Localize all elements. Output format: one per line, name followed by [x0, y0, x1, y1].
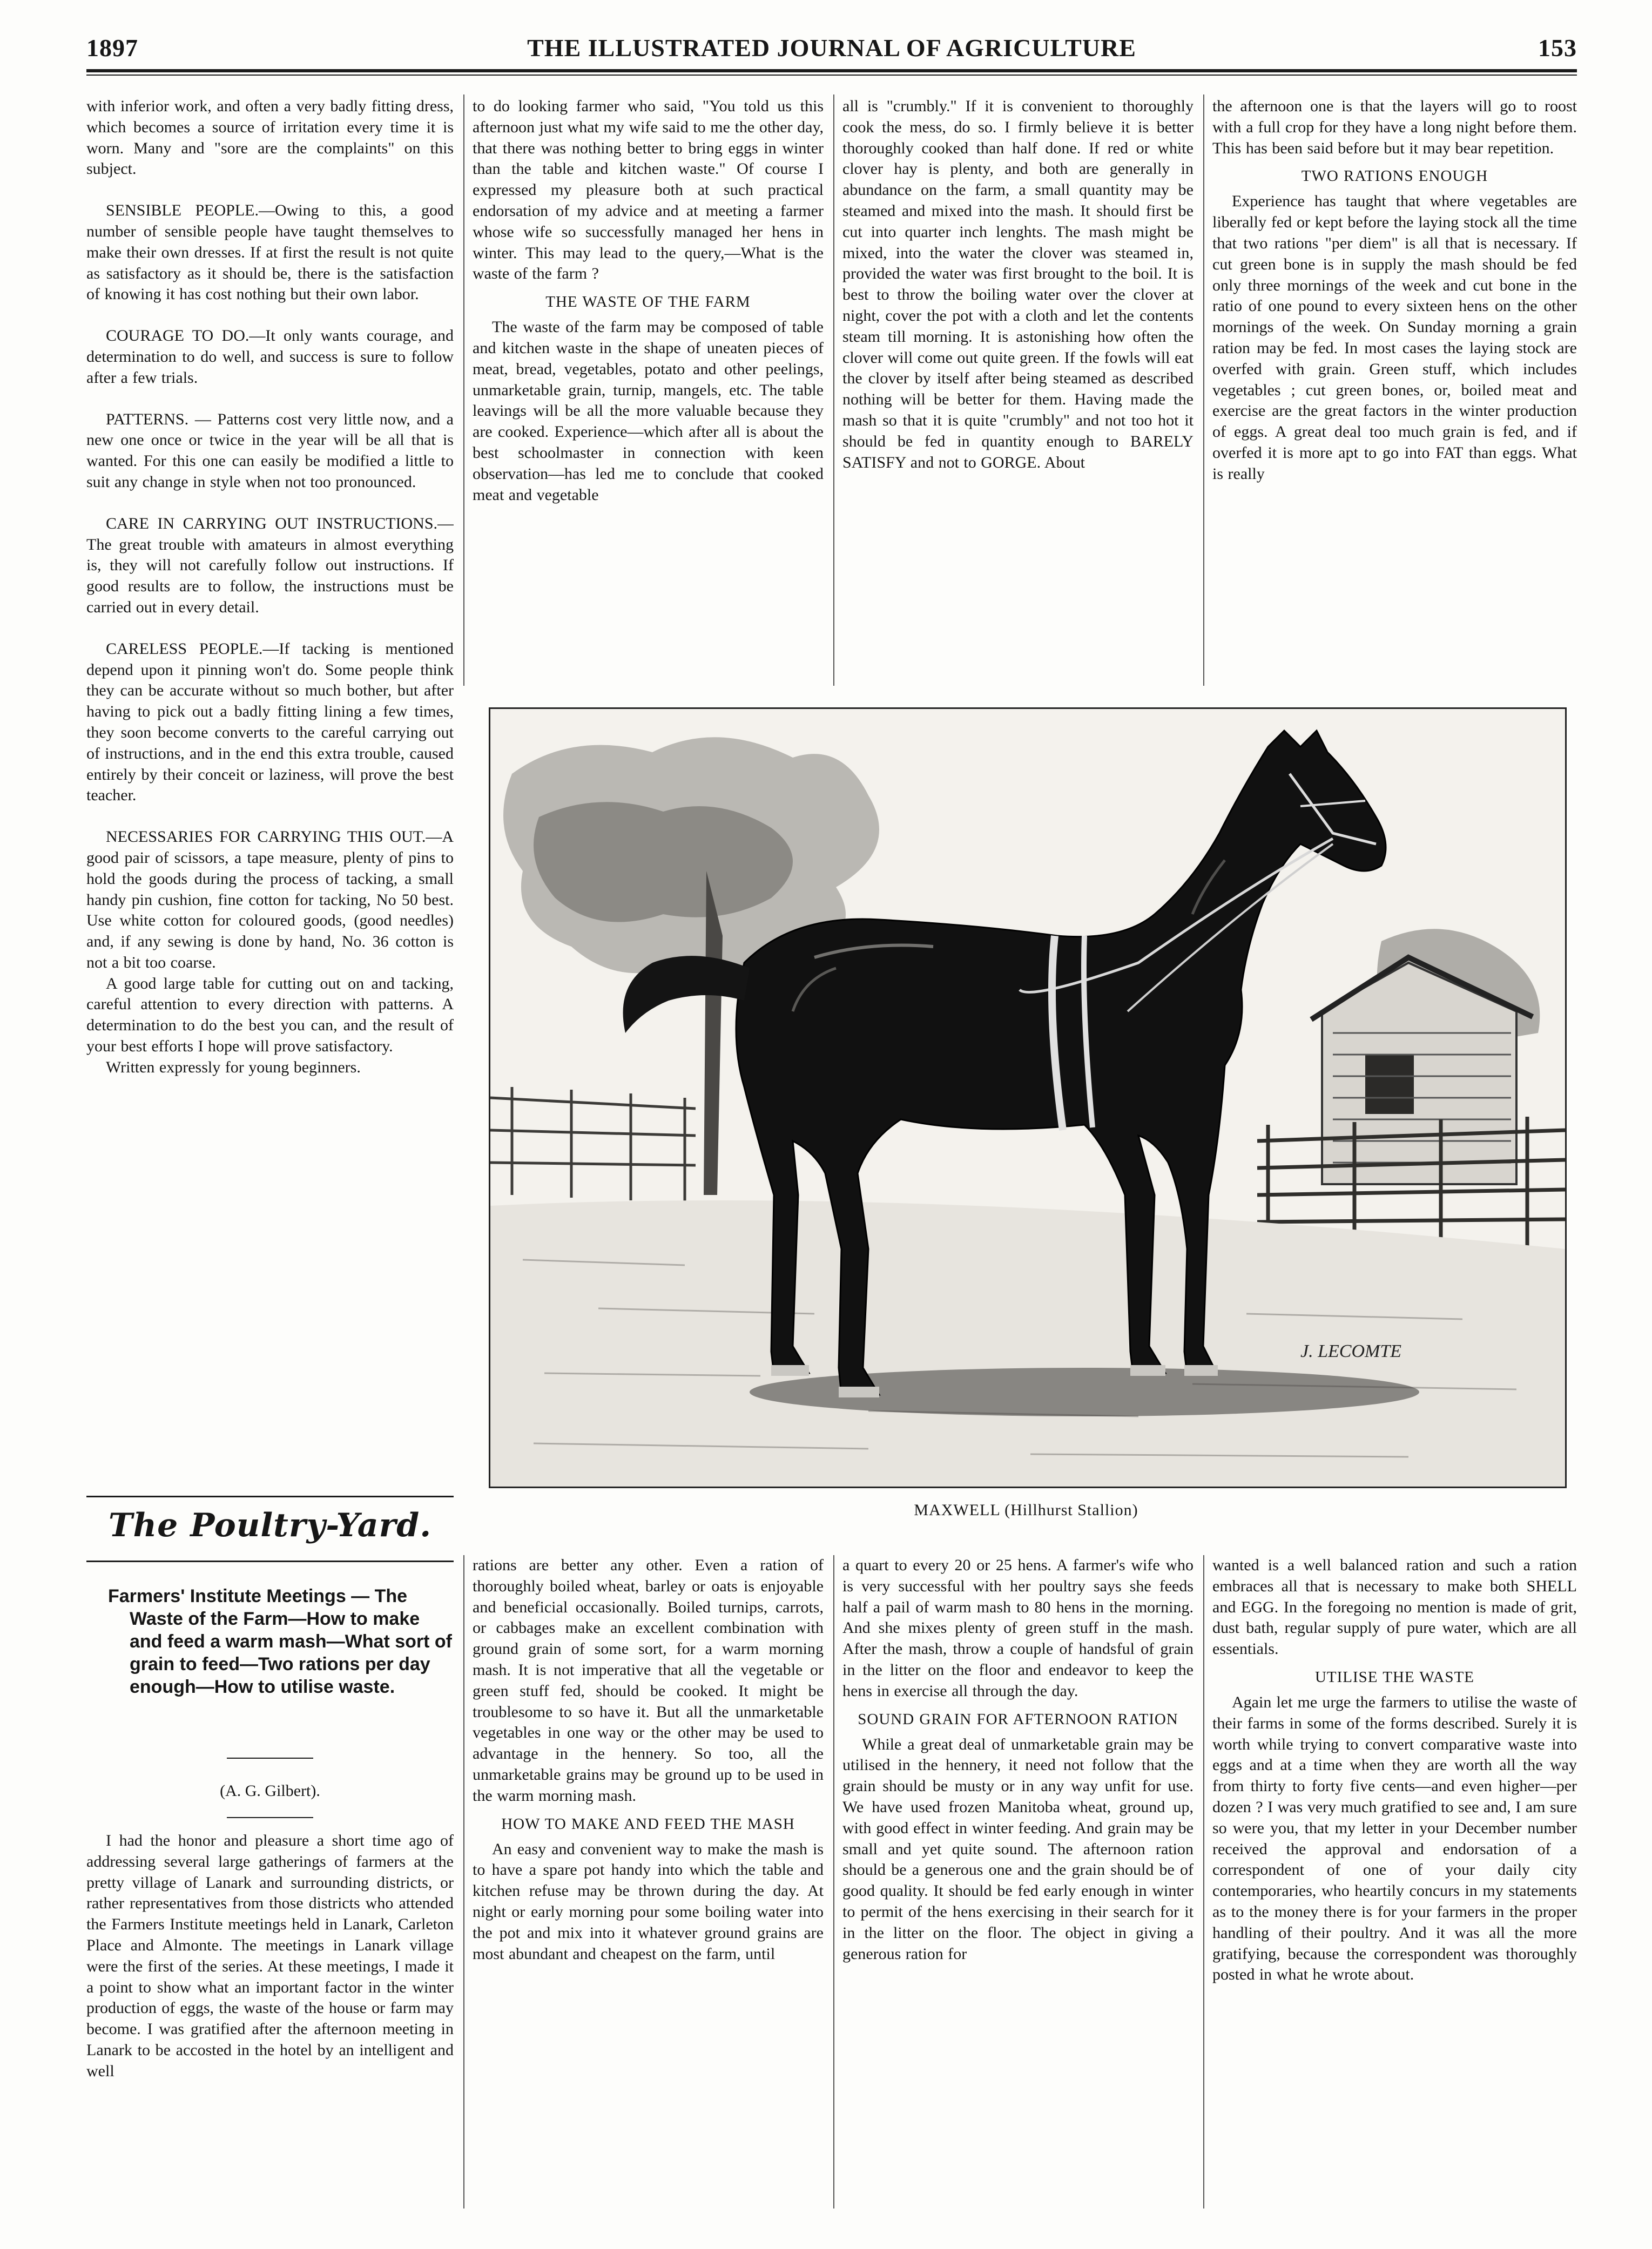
top-column-4 [1212, 96, 1577, 680]
bottom-column-2 [473, 1555, 824, 2209]
bottom-column-3 [842, 1555, 1194, 2209]
paragraph: a quart to every 20 or 25 hens. A farmer's wife who is very successful with her poultry says she feeds half a pail of warm mash to 80 hens in the morning. And she mixes plenty of green stuff in the mash. After the mash, throw a couple of handsful of grain in the litter on the floor and endeavor to keep the hens in exercise all through the day. [842, 1556, 1194, 1700]
artist-signature: J. LECOMTE [1300, 1341, 1401, 1361]
top-column-2 [473, 96, 824, 680]
subheading: THE WASTE OF THE FARM [545, 293, 751, 311]
paragraph: Again let me urge the farmers to utilise the waste of their farms in some of the forms described. Surely it is worth while trying to convert comparative waste into eggs and at a time when they are worth all the way from thirty to forty five cents—and even higher—per dozen ? I was very much gratified to see and, I am sure so were you, that my letter in your December number received the approval and endorsation of a correspondent of one of your daily city contemporaries, who heartily concurs in my statements as to the money there is for your farmers in the proper handling of their poultry. And it was all the more gratifying, because the correspondent was thoroughly posted in what he wrote about. [1212, 1693, 1577, 1984]
column-rule [1203, 94, 1204, 686]
column-rule [463, 94, 464, 686]
paragraph: NECESSARIES FOR CARRYING THIS OUT.—A good pair of scissors, a tape measure, plenty of pins to hold the goods during the process of tacking, a small handy pin cushion, fine cotton for tacking, No 50 best. Use white cotton for coloured goods, (good needles) and, if any sewing is done by hand, No. 36 cotton is not a bit too coarse. [86, 828, 454, 971]
paragraph: I had the honor and pleasure a short time ago of addressing several large gatherings of farmers at the pretty village of Lanark and surrounding districts, or rather representatives from those districts who attended the Farmers Institute meetings held in Lanark, Carleton Place and Almonte. The meetings in Lanark village were the first of the series. At these meetings, I made it a point to show what an important factor in the winter production of eggs, the waste of the house or farm may become. I was gratified after the afternoon meeting in Lanark to be accosted in the hotel by an intelligent and well [86, 1832, 454, 2080]
horse-engraving [489, 707, 1567, 1488]
page-header [86, 33, 1577, 71]
header-rule-thick [86, 69, 1577, 72]
stallion-illustration [490, 709, 1565, 1487]
column-rule [463, 1555, 464, 2209]
paragraph: to do looking farmer who said, "You told us this afternoon just what my wife said to me the other day, that there was nothing better to bring eggs in winter than the table and kitchen waste." Of course I expressed my pleasure both at such practical endorsation of my advice and at meeting a farmer whose wife so successfully managed her hens in winter. This may lead to the query,—What is the waste of the farm ? [473, 97, 824, 283]
bottom-column-1 [86, 1831, 454, 2209]
header-title: THE ILLUSTRATED JOURNAL OF AGRICULTURE [527, 34, 1136, 62]
section-rule [86, 1561, 454, 1562]
short-rule [227, 1817, 313, 1818]
subheading: HOW TO MAKE AND FEED THE MASH [501, 1815, 795, 1833]
header-page-number: 153 [1538, 34, 1577, 62]
column-rule [833, 1555, 834, 2209]
paragraph: all is "crumbly." If it is convenient to thoroughly cook the mess, do so. I firmly believe it is better thoroughly cooked than half done. If red or white clover hay is plenty, and both are generally in abundance on the farm, a small quantity may be steamed and mixed into the mash. It should first be cut into quarter inch lenghts. The mash might be mixed, into the water the clover was steamed in, provided the water was first brought to the boil. It is best to throw the boiling water over the clover at night, cover the pot with a cloth and let the contents steam till morning. It is astonishing how often the clover will come out quite green. If the fowls will eat the clover by itself after being steamed as described nothing will be better for them. Having made the mash so that it is quite "crumbly" and not too hot it should be fed in quantity enough to BARELY SATISFY and not to GORGE. About [842, 97, 1194, 471]
paragraph: wanted is a well balanced ration and such a ration embraces all that is necessary to make both SHELL and EGG. In the foregoing no mention is made of grit, dust bath, regular supply of pure water, which are all essentials. [1212, 1556, 1577, 1658]
paragraph: PATTERNS. — Patterns cost very little now, and a new one once or twice in the year will be all that is wanted. For this one can easily be modified a little to suit any change in style when not too pronounced. [86, 410, 454, 491]
header-rule-thin [86, 75, 1577, 76]
paragraph: SENSIBLE PEOPLE.—Owing to this, a good number of sensible people have taught themselves to make their own dresses. If at first the result is not quite as satisfactory as it should be, there is the satisfaction of knowing it has cost nothing but their own labor. [86, 201, 454, 303]
subheading: TWO RATIONS ENOUGH [1301, 167, 1488, 185]
subheading: UTILISE THE WASTE [1314, 1668, 1474, 1686]
column-rule [833, 94, 834, 686]
paragraph: the afternoon one is that the layers will go to roost with a full crop for they have a long night before them. This has been said before but it may bear repetition. [1212, 97, 1577, 157]
section-rule [86, 1496, 454, 1497]
paragraph: COURAGE TO DO.—It only wants courage, and determination to do well, and success is sure to follow after a few trials. [86, 327, 454, 387]
paragraph: An easy and convenient way to make the mash is to have a spare pot handy into which the table and kitchen refuse may be thrown during the day. At night or early morning pour some boiling water into the pot and mix into it whatever ground grains are most abundant and cheapest on the farm, until [473, 1840, 824, 1963]
paragraph: A good large table for cutting out on and tacking, careful attention to every direction with patterns. A determination to do the best you can, and the result of your best efforts I hope will prove satisfactory. [86, 974, 454, 1056]
paragraph: with inferior work, and often a very badly fitting dress, which becomes a source of irritation every time it is worn. Many and "sore are the complaints" on this subject. [86, 97, 454, 178]
paragraph: The waste of the farm may be composed of table and kitchen waste in the shape of uneaten pieces of meat, bread, vegetables, potato and other peelings, unmarketable grain, turnip, mangels, etc. The table leavings will be all the more valuable because they are cooked. Experience—which after all is about the best schoolmaster in connection with keen observation—has led me to conclude that cooked meat and vegetable [473, 318, 824, 504]
section-title: The Poultry-Yard. [108, 1507, 432, 1544]
subheading: SOUND GRAIN FOR AFTERNOON RATION [858, 1710, 1178, 1728]
paragraph: Experience has taught that where vegetables are liberally fed or kept before the laying stock all the time that two rations "per diem" is all that is necessary. If cut green bone is in supply the mash should be fed only three mornings of the week and cut bone in the ratio of one pound to every sixteen hens on the other mornings of the week. On Sunday morning a grain ration may be fed. In most cases the laying stock are overfed with grain. Green stuff, which includes vegetables ; cut green bones, or, boiled meat and exercise are the great factors in the winter production of eggs. A great deal too much grain is fed, and if overfed it is more apt to go into FAT than eggs. What is really [1212, 192, 1577, 483]
figure-caption: MAXWELL (Hillhurst Stallion) [914, 1501, 1138, 1519]
bottom-column-4 [1212, 1555, 1577, 2209]
article-byline: (A. G. Gilbert). [220, 1782, 320, 1800]
paragraph: While a great deal of unmarketable grain may be utilised in the hennery, it need not follow that the grain should be musty or in any way unfit for use. We have used frozen Manitoba wheat, ground up, with good effect in winter feeding. And grain may be small and yet quite sound. The afternoon ration should be a generous one and the grain should be of good quality. It should be fed early enough in winter to permit of the hens exercising in their search for it in the litter on the floor. The object in giving a generous ration for [842, 1735, 1194, 1963]
column-rule [1203, 1555, 1204, 2209]
paragraph: rations are better any other. Even a ration of thoroughly boiled wheat, barley or oats is enjoyable and beneficial occasionally. Boiled turnips, carrots, or cabbages make an excellent combination with ground grain of some sort, for a warm morning mash. It is not imperative that all the vegetable or green stuff fed, should be cooked. It might be troublesome to so have it. But all the unmarketable vegetables in one way or the other may be used to advantage in the hennery. So too, all the unmarketable grains may be ground up to be used in the warm morning mash. [473, 1556, 824, 1805]
short-rule [227, 1758, 313, 1759]
paragraph: CARE IN CARRYING OUT INSTRUCTIONS.—The great trouble with amateurs in almost everything is, they will not carefully follow out instructions. If good results are to follow, the instructions must be carried out in every detail. [86, 514, 454, 616]
paragraph: Written expressly for young beginners. [106, 1058, 361, 1076]
article-summary: Farmers' Institute Meetings — The Waste of the Farm—How to make and feed a warm mash—What sort of grain to feed—Two rations per day enough—How to utilise waste. [108, 1586, 452, 1697]
top-column-3 [842, 96, 1194, 680]
header-year: 1897 [86, 34, 138, 62]
paragraph: CARELESS PEOPLE.—If tacking is mentioned depend upon it pinning won't do. Some people think they can be accurate without so much bother, but after having to pick out a badly fitting lining a few times, they soon become converts to the careful carrying out of instructions, and in the end this extra trouble, caused entirely by their conceit or laziness, will prove the best teacher. [86, 639, 454, 805]
